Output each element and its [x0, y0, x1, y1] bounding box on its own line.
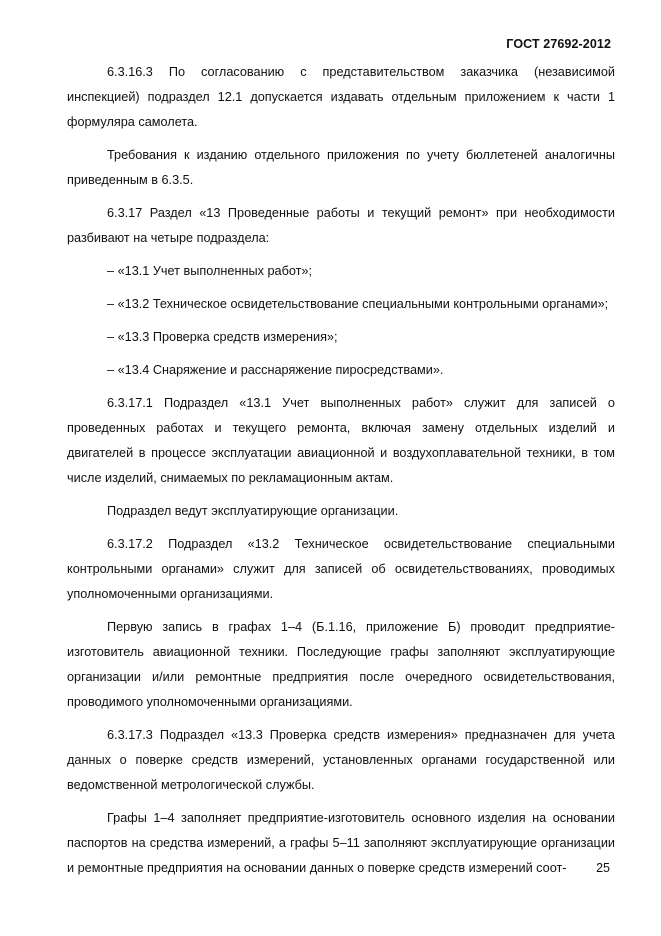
list-item-13-1: – «13.1 Учет выполненных работ»; — [107, 264, 313, 278]
paragraph-first-entry: Первую запись в графах 1–4 (Б.1.16, приложение Б) проводит предприятие-изготовитель авиационной техники. Последующие графы заполняют эксплуатирующие организации и/или ремонтные предприятия после очередного освидетельствования, проводимого уполномоченными организациями. — [67, 620, 615, 709]
paragraph-separate-appendix-requirements: Требования к изданию отдельного приложения по учету бюллетеней аналогичны приведенным в 6.3.5. — [67, 148, 615, 187]
paragraph-6-3-17-3: 6.3.17.3 Подраздел «13.3 Проверка средств измерения» предназначен для учета данных о поверке средств измерений, установленных органами государственной или ведомственной метрологической службы. — [67, 728, 615, 792]
list-item-13-4: – «13.4 Снаряжение и расснаряжение пиросредствами». — [107, 363, 444, 377]
page-number: 25 — [596, 861, 610, 875]
document-body — [67, 60, 615, 889]
paragraph-operators-maintain: Подраздел ведут эксплуатирующие организации. — [107, 504, 399, 518]
list-item-13-2: – «13.2 Техническое освидетельствование специальными контрольными органами»; — [107, 297, 609, 311]
paragraph-6-3-16-3: 6.3.16.3 По согласованию с представительством заказчика (независимой инспекцией) подраздел 12.1 допускается издавать отдельным приложением к части 1 формуляра самолета. — [67, 65, 615, 129]
list-item-13-3: – «13.3 Проверка средств измерения»; — [107, 330, 338, 344]
paragraph-6-3-17-1: 6.3.17.1 Подраздел «13.1 Учет выполненных работ» служит для записей о проведенных работах и текущего ремонта, включая замену отдельных изделий и двигателей в процессе эксплуатации авиационной и воздухоплавательной техники, в том числе изделий, снимаемых по рекламационным актам. — [67, 396, 615, 485]
paragraph-columns-1-4: Графы 1–4 заполняет предприятие-изготовитель основного изделия на основании паспортов на средства измерений, а графы 5–11 заполняют эксплуатирующие организации и ремонтные предприятия на основании данных о поверке средств измерений соот- — [67, 811, 615, 875]
standard-header: ГОСТ 27692-2012 — [506, 37, 611, 51]
paragraph-6-3-17-2: 6.3.17.2 Подраздел «13.2 Техническое освидетельствование специальными контрольными органами» служит для записей об освидетельствованиях, проводимых уполномоченными организациями. — [67, 537, 615, 601]
paragraph-6-3-17: 6.3.17 Раздел «13 Проведенные работы и текущий ремонт» при необходимости разбивают на четыре подраздела: — [67, 206, 615, 245]
